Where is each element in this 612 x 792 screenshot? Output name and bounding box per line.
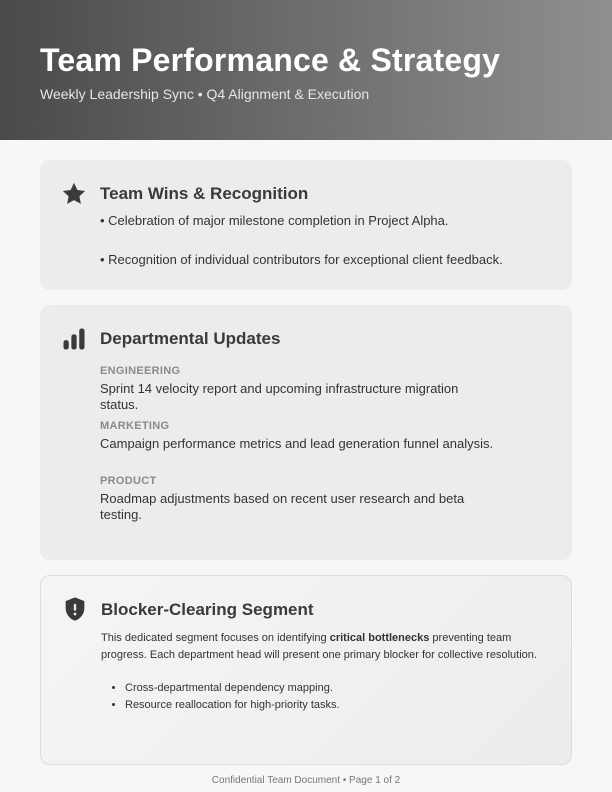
page-footer: Confidential Team Document • Page 1 of 2 xyxy=(211,775,401,786)
dept-text-product: Roadmap adjustments based on recent user research and beta testing. xyxy=(100,491,465,522)
wins-item: • Recognition of individual contributors for exceptional client feedback. xyxy=(100,252,503,267)
page-subtitle: Weekly Leadership Sync • Q4 Alignment & Execution xyxy=(40,86,370,102)
star-icon xyxy=(60,180,88,208)
blocker-intro: This dedicated segment focuses on identifying critical bottlenecks preventing team progress. Each department head will present one primary blocker for collective resolution. xyxy=(101,632,537,661)
shield-alert-icon xyxy=(61,595,89,623)
bar-chart-icon xyxy=(60,325,88,353)
dept-label-marketing: MARKETING xyxy=(100,420,170,432)
list-item: • Resource reallocation for high-priority tasks. xyxy=(125,697,340,714)
page-header xyxy=(0,0,612,140)
wins-title: Team Wins & Recognition xyxy=(100,184,309,203)
wins-card xyxy=(40,160,572,290)
blocker-card xyxy=(40,575,572,765)
dept-label-engineering: ENGINEERING xyxy=(100,365,181,377)
list-item: • Cross-departmental dependency mapping. xyxy=(125,680,340,697)
blocker-title: Blocker-Clearing Segment xyxy=(101,600,314,619)
page-title: Team Performance & Strategy xyxy=(40,42,501,78)
departments-title: Departmental Updates xyxy=(100,329,281,348)
dept-text-engineering: Sprint 14 velocity report and upcoming infrastructure migration status. xyxy=(100,381,459,412)
blocker-intro-emphasis: critical bottlenecks xyxy=(329,632,430,644)
dept-label-product: PRODUCT xyxy=(100,475,157,487)
blocker-list xyxy=(101,680,340,713)
dept-text-marketing: Campaign performance metrics and lead generation funnel analysis. xyxy=(100,436,494,451)
departments-card xyxy=(40,305,572,560)
wins-item: • Celebration of major milestone completion in Project Alpha. xyxy=(100,213,449,228)
